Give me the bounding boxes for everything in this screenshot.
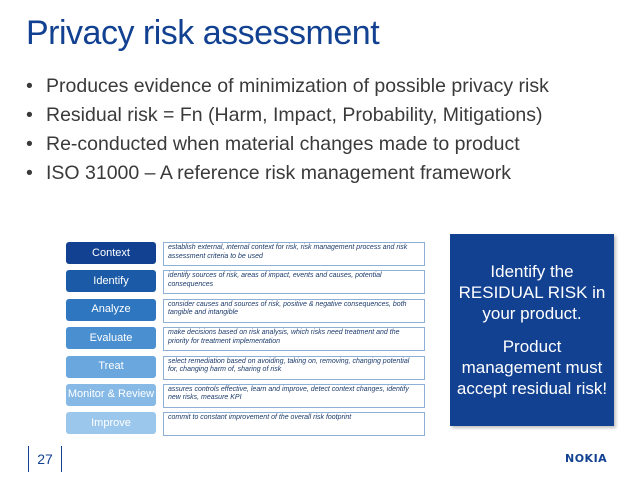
callout-text-identify: Identify the RESIDUAL RISK in your product.: [458, 262, 606, 323]
nokia-logo: NOKIA: [565, 452, 608, 465]
residual-risk-callout: [450, 234, 614, 426]
step-row-improve: [66, 412, 428, 438]
step-desc-treat: select remediation based on avoiding, taking on, removing, changing potential for, changing harm of, sharing of risk: [163, 356, 425, 380]
bullet-item: [26, 101, 549, 130]
bullet-item: [26, 130, 549, 159]
bullet-dot: •: [26, 104, 33, 126]
bullet-dot: •: [26, 75, 33, 97]
risk-process-steps: [66, 242, 428, 441]
step-desc-identify: identify sources of risk, areas of impact, events and causes, potential consequences: [163, 270, 425, 294]
slide-title: Privacy risk assessment: [26, 14, 380, 52]
bullet-text: Residual risk = Fn (Harm, Impact, Probability, Mitigations): [46, 104, 543, 126]
step-desc-context: establish external, internal context for risk, risk management process and risk assessment criteria to be used: [163, 242, 425, 266]
bullet-item: [26, 72, 549, 101]
bullet-list: [26, 72, 549, 188]
step-row-analyze: [66, 299, 428, 325]
step-label-analyze: Analyze: [66, 299, 156, 321]
step-desc-analyze: consider causes and sources of risk, positive & negative consequences, both tangible and intangible: [163, 299, 425, 323]
step-label-monitor-review: Monitor & Review: [66, 384, 156, 406]
bullet-text: Produces evidence of minimization of possible privacy risk: [46, 75, 549, 97]
callout-text-accept: Product management must accept residual risk!: [456, 337, 608, 398]
step-row-treat: [66, 356, 428, 382]
step-row-identify: [66, 270, 428, 296]
bullet-text: ISO 31000 – A reference risk management framework: [46, 162, 511, 184]
step-row-monitor-review: [66, 384, 428, 410]
step-row-context: [66, 242, 428, 268]
bullet-item: [26, 159, 549, 188]
bullet-text: Re-conducted when material changes made to product: [46, 133, 520, 155]
step-desc-evaluate: make decisions based on risk analysis, which risks need treatment and the priority for treatment implementation: [163, 327, 425, 351]
step-desc-improve: commit to constant improvement of the overall risk footprint: [163, 412, 425, 436]
step-label-identify: Identify: [66, 270, 156, 292]
bullet-dot: •: [26, 133, 33, 155]
bullet-dot: •: [26, 162, 33, 184]
step-label-context: Context: [66, 242, 156, 264]
step-label-evaluate: Evaluate: [66, 327, 156, 349]
step-label-treat: Treat: [66, 356, 156, 378]
page-number: 27: [28, 446, 62, 472]
step-label-improve: Improve: [66, 412, 156, 434]
step-desc-monitor-review: assures controls effective, learn and improve, detect context changes, identify new risks, measure KPI: [163, 384, 425, 408]
step-row-evaluate: [66, 327, 428, 353]
